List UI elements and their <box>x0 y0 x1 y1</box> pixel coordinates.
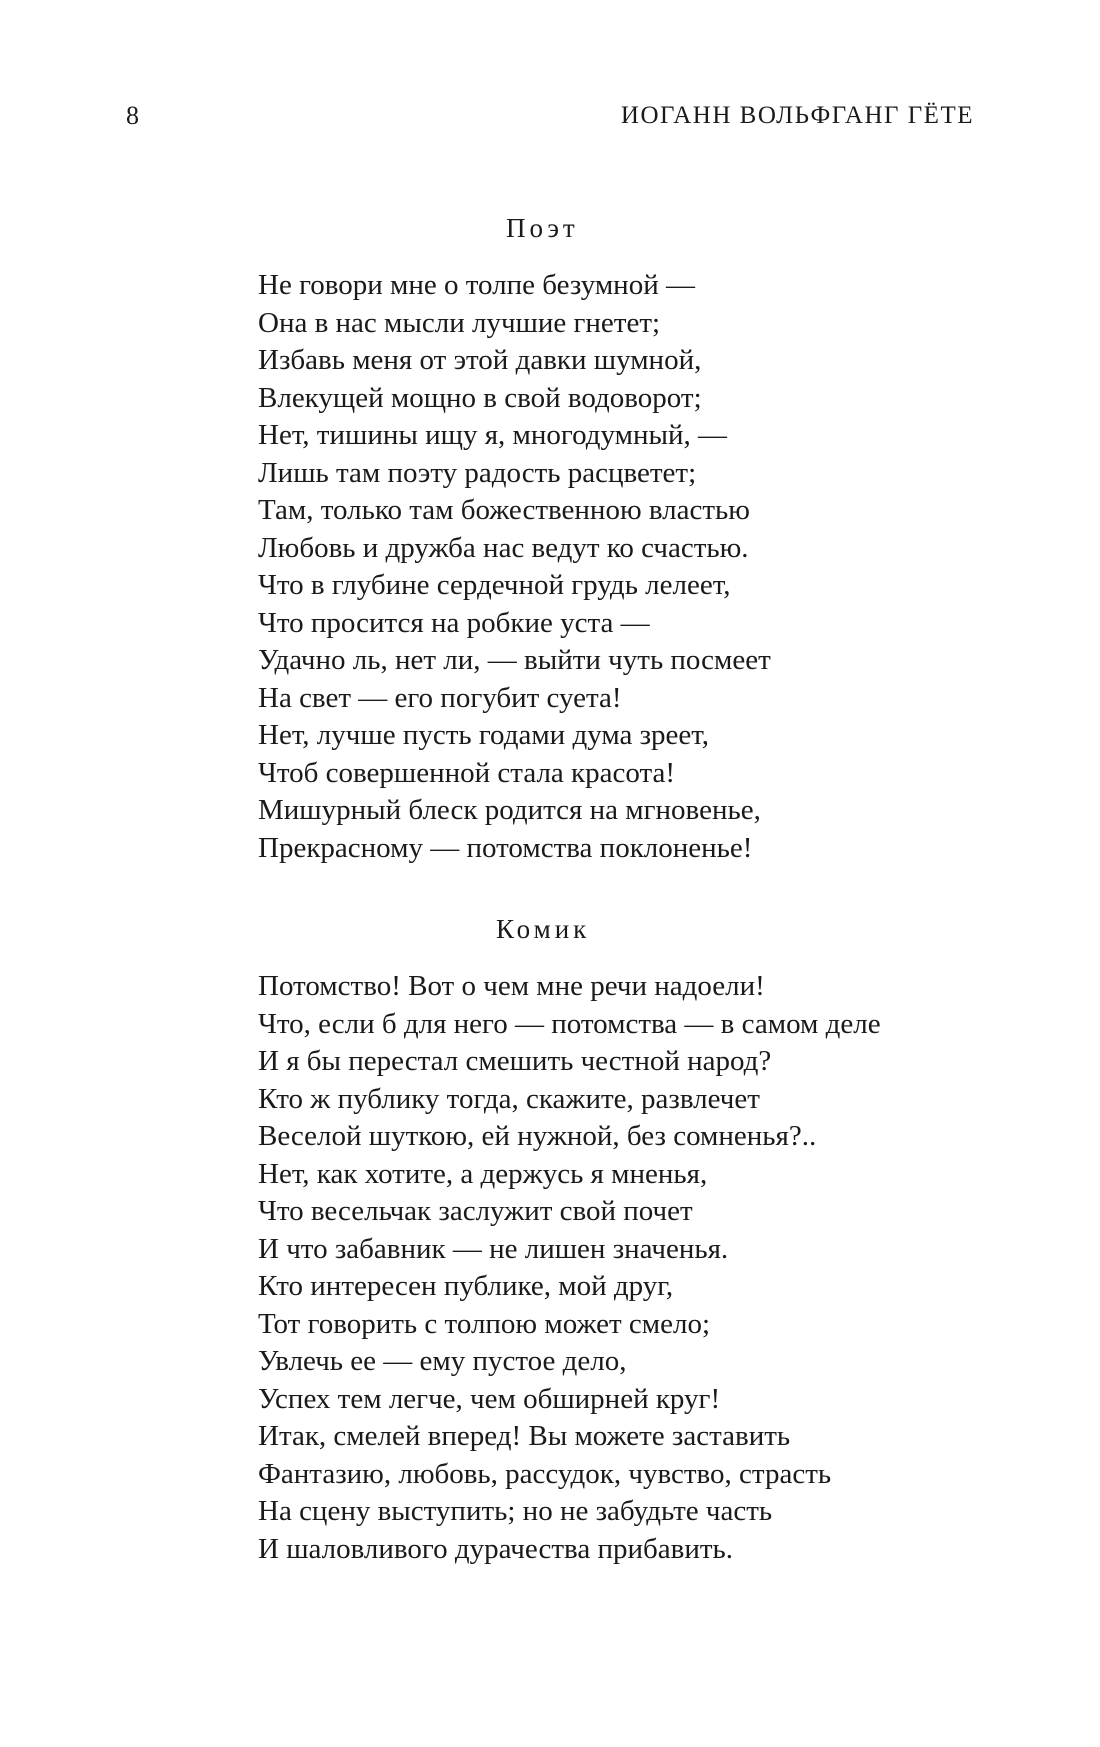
verse-line: Чтоб совершенной стала красота! <box>258 756 676 789</box>
verse-line: Влекущей мощно в свой водоворот; <box>258 381 702 414</box>
verse-line: Кто ж публику тогда, скажите, развлечет <box>258 1082 760 1115</box>
verse-line: Она в нас мысли лучшие гнетет; <box>258 306 661 339</box>
verse-line: И что забавник — не лишен значенья. <box>258 1232 729 1265</box>
verse-line: Не говори мне о толпе безумной — <box>258 269 695 301</box>
verse-line: Кто интересен публике, мой друг, <box>258 1270 674 1302</box>
verse-line: Что весельчак заслужит свой почет <box>258 1195 693 1227</box>
verse-line: Нет, как хотите, а держусь я мненья, <box>258 1157 708 1190</box>
verse-line: Успех тем легче, чем обширней круг! <box>258 1382 721 1415</box>
verse-line: Что просится на робкие уста — <box>258 606 650 639</box>
verse-line: Увлечь ее — ему пустое дело, <box>258 1345 627 1377</box>
verse-line: Потомство! Вот о чем мне речи надоели! <box>258 970 765 1002</box>
verse-line: И шаловливого дурачества прибавить. <box>258 1532 733 1565</box>
comic-verse <box>258 968 1018 1568</box>
running-header: ИОГАНН ВОЛЬФГАНГ ГЁТЕ <box>620 102 974 129</box>
poet-verse <box>258 267 1018 867</box>
verse-line: Мишурный блеск родится на мгновенье, <box>258 794 761 826</box>
verse-line: Лишь там поэту радость расцветет; <box>258 456 697 489</box>
verse-line: На свет — его погубит суета! <box>258 681 622 714</box>
verse-line: Удачно ль, нет ли, — выйти чуть посмеет <box>258 644 771 676</box>
verse-line: Что, если б для него — потомства — в самом деле <box>258 1007 881 1040</box>
verse-line: Прекрасному — потомства поклоненье! <box>258 831 753 864</box>
verse-line: Веселой шуткою, ей нужной, без сомненья?.. <box>258 1120 817 1152</box>
poem-text <box>258 208 1018 1568</box>
verse-line: Что в глубине сердечной грудь лелеет, <box>258 569 731 601</box>
verse-line: Итак, смелей вперед! Вы можете заставить <box>258 1420 791 1452</box>
verse-line: И я бы перестал смешить честной народ? <box>258 1045 772 1077</box>
verse-line: Тот говорить с толпою может смело; <box>258 1307 711 1340</box>
verse-line: Там, только там божественною властью <box>258 494 750 526</box>
verse-line: Нет, тишины ищу я, многодумный, — <box>258 419 727 451</box>
verse-line: На сцену выступить; но не забудьте часть <box>258 1495 773 1527</box>
verse-line: Нет, лучше пусть годами дума зреет, <box>258 719 710 751</box>
speaker-poet-heading: Поэт <box>506 213 579 243</box>
verse-line: Фантазию, любовь, рассудок, чувство, страсть <box>258 1457 832 1490</box>
verse-line: Избавь меня от этой давки шумной, <box>258 344 702 376</box>
page-number: 8 <box>126 101 139 130</box>
verse-line: Любовь и дружба нас ведут ко счастью. <box>258 531 749 564</box>
speaker-comic-heading: Комик <box>496 914 591 944</box>
